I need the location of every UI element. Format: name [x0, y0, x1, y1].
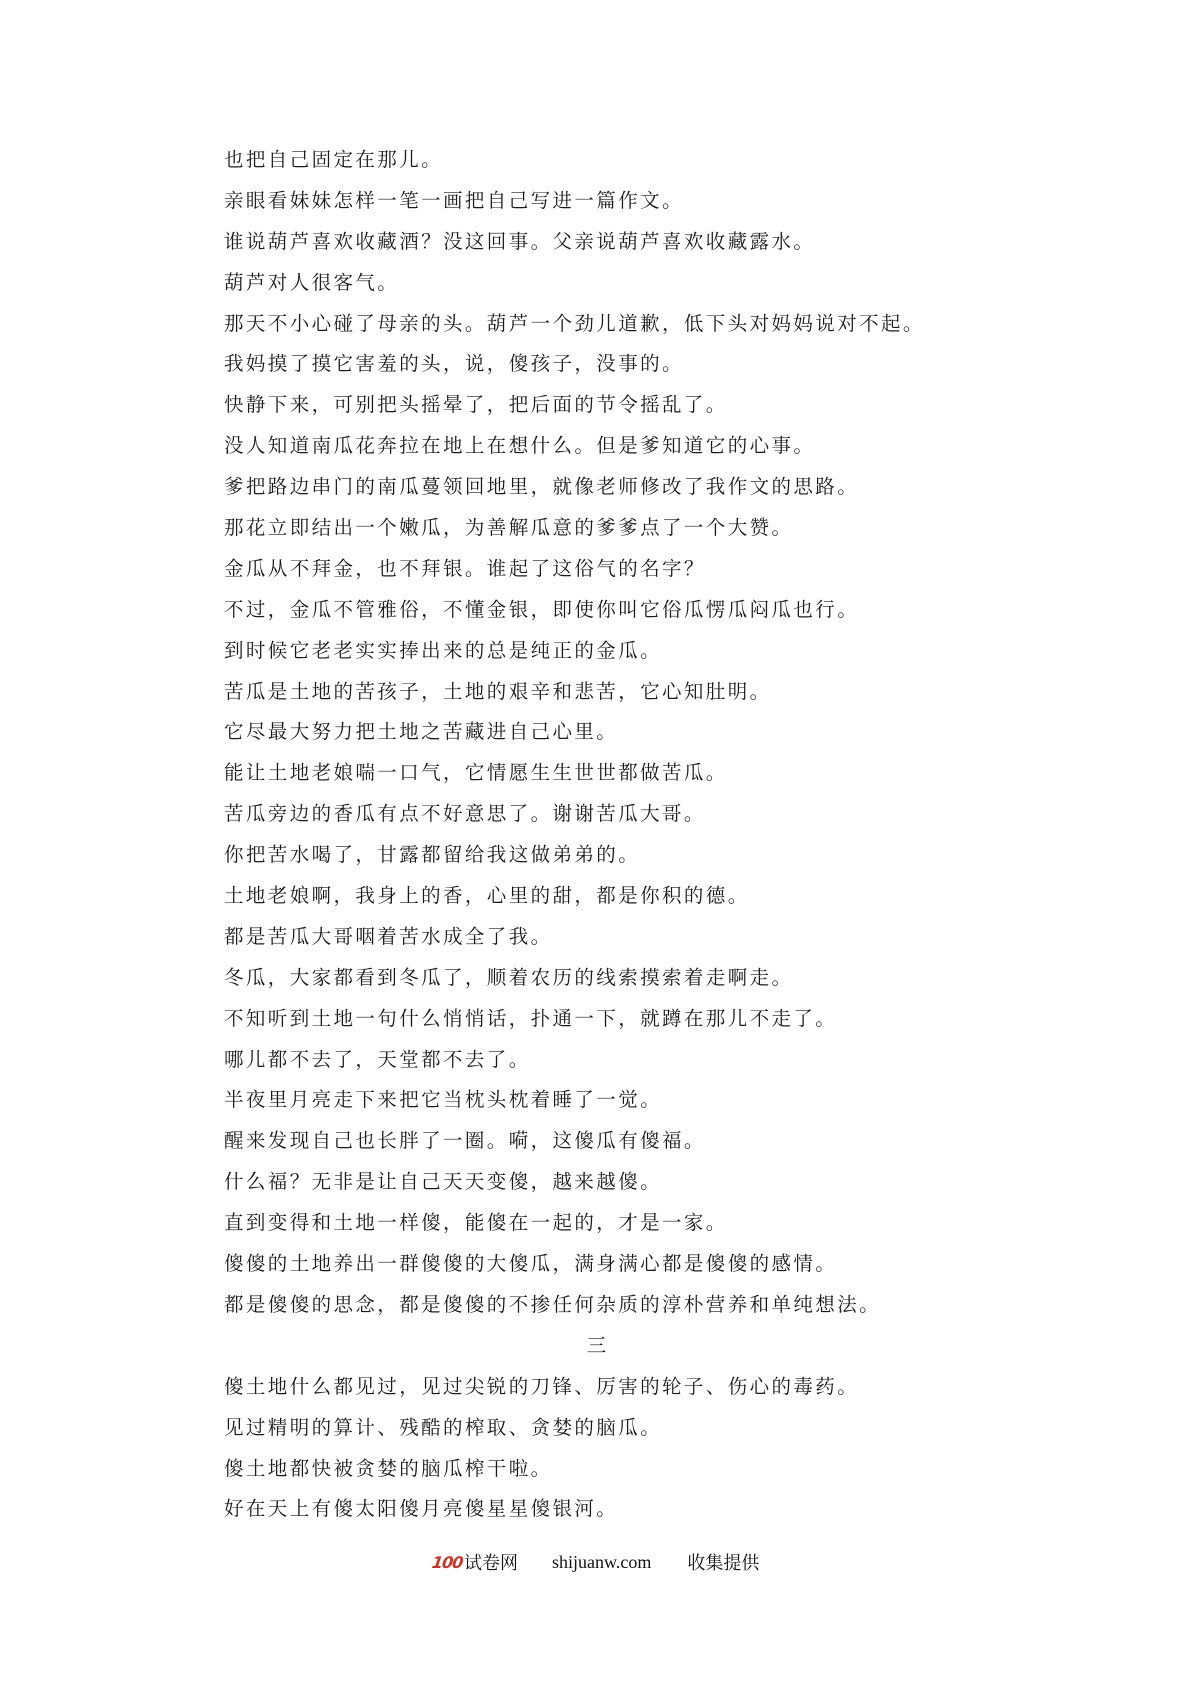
poem-line: 都是傻傻的思念，都是傻傻的不掺任何杂质的淳朴营养和单纯想法。 — [224, 1292, 882, 1316]
poem-line: 亲眼看妹妹怎样一笔一画把自己写进一篇作文。 — [224, 188, 684, 212]
poem-line: 那天不小心碰了母亲的头。葫芦一个劲儿道歉，低下头对妈妈说对不起。 — [224, 311, 925, 335]
poem-line: 到时候它老老实实捧出来的总是纯正的金瓜。 — [224, 638, 663, 662]
poem-line: 苦瓜是土地的苦孩子，土地的艰辛和悲苦，它心知肚明。 — [224, 679, 772, 703]
page-footer — [0, 1547, 1191, 1577]
poem-line: 都是苦瓜大哥咽着苦水成全了我。 — [224, 924, 553, 948]
poem-line: 爹把路边串门的南瓜蔓领回地里，就像老师修改了我作文的思路。 — [224, 475, 860, 499]
poem-line: 好在天上有傻太阳傻月亮傻星星傻银河。 — [224, 1497, 619, 1521]
poem-line: 哪儿都不去了，天堂都不去了。 — [224, 1047, 531, 1071]
poem-line: 土地老娘啊，我身上的香，心里的甜，都是你积的德。 — [224, 884, 750, 908]
poem-line: 见过精明的算计、残酷的榨取、贪婪的脑瓜。 — [224, 1415, 663, 1439]
poem-line: 我妈摸了摸它害羞的头，说，傻孩子，没事的。 — [224, 352, 684, 376]
poem-line: 能让土地老娘喘一口气，它情愿生生世世都做苦瓜。 — [224, 761, 728, 785]
poem-line: 半夜里月亮走下来把它当枕头枕着睡了一觉。 — [224, 1088, 663, 1112]
footer-provided-by: 收集提供 — [687, 1553, 760, 1574]
section-number: 三 — [586, 1333, 607, 1357]
footer-logo — [432, 1549, 518, 1575]
poem-line: 金瓜从不拜金，也不拜银。谁起了这俗气的名字？ — [224, 556, 706, 580]
poem-line: 醒来发现自己也长胖了一圈。嗬，这傻瓜有傻福。 — [224, 1129, 706, 1153]
poem-line: 冬瓜，大家都看到冬瓜了，顺着农历的线索摸索着走啊走。 — [224, 965, 794, 989]
poem-line: 苦瓜旁边的香瓜有点不好意思了。谢谢苦瓜大哥。 — [224, 802, 706, 826]
footer-site-link[interactable]: shijuanw.com — [552, 1551, 652, 1572]
poem-part-a — [224, 140, 984, 1326]
poem-line: 傻傻的土地养出一群傻傻的大傻瓜，满身满心都是傻傻的感情。 — [224, 1252, 838, 1276]
poem-line: 也把自己固定在那儿。 — [224, 148, 444, 171]
poem-line: 什么福？无非是让自己天天变傻，越来越傻。 — [224, 1170, 663, 1194]
poem-line: 它尽最大努力把土地之苦藏进自己心里。 — [224, 720, 619, 744]
poem-part-b — [224, 1367, 984, 1531]
poem-body — [224, 140, 984, 1530]
poem-line: 那花立即结出一个嫩瓜，为善解瓜意的爹爹点了一个大赞。 — [224, 516, 794, 540]
poem-line: 直到变得和土地一样傻，能傻在一起的，才是一家。 — [224, 1211, 728, 1235]
poem-line: 不过，金瓜不管雅俗，不懂金银，即使你叫它俗瓜愣瓜闷瓜也行。 — [224, 597, 860, 621]
poem-line: 你把苦水喝了，甘露都留给我这做弟弟的。 — [224, 843, 641, 867]
logo-number: 100 — [430, 1552, 464, 1572]
poem-line: 没人知道南瓜花奔拉在地上在想什么。但是爹知道它的心事。 — [224, 434, 816, 458]
poem-line: 快静下来，可别把头摇晕了，把后面的节令摇乱了。 — [224, 393, 728, 417]
poem-line: 傻土地都快被贪婪的脑瓜榨干啦。 — [224, 1456, 553, 1480]
poem-line: 谁说葫芦喜欢收藏酒？没这回事。父亲说葫芦喜欢收藏露水。 — [224, 229, 816, 253]
poem-line: 不知听到土地一句什么悄悄话，扑通一下，就蹲在那儿不走了。 — [224, 1006, 838, 1030]
poem-line: 傻土地什么都见过，见过尖锐的刀锋、厉害的轮子、伤心的毒药。 — [224, 1374, 860, 1398]
poem-line: 葫芦对人很客气。 — [224, 270, 400, 294]
logo-name: 试卷网 — [464, 1553, 519, 1574]
